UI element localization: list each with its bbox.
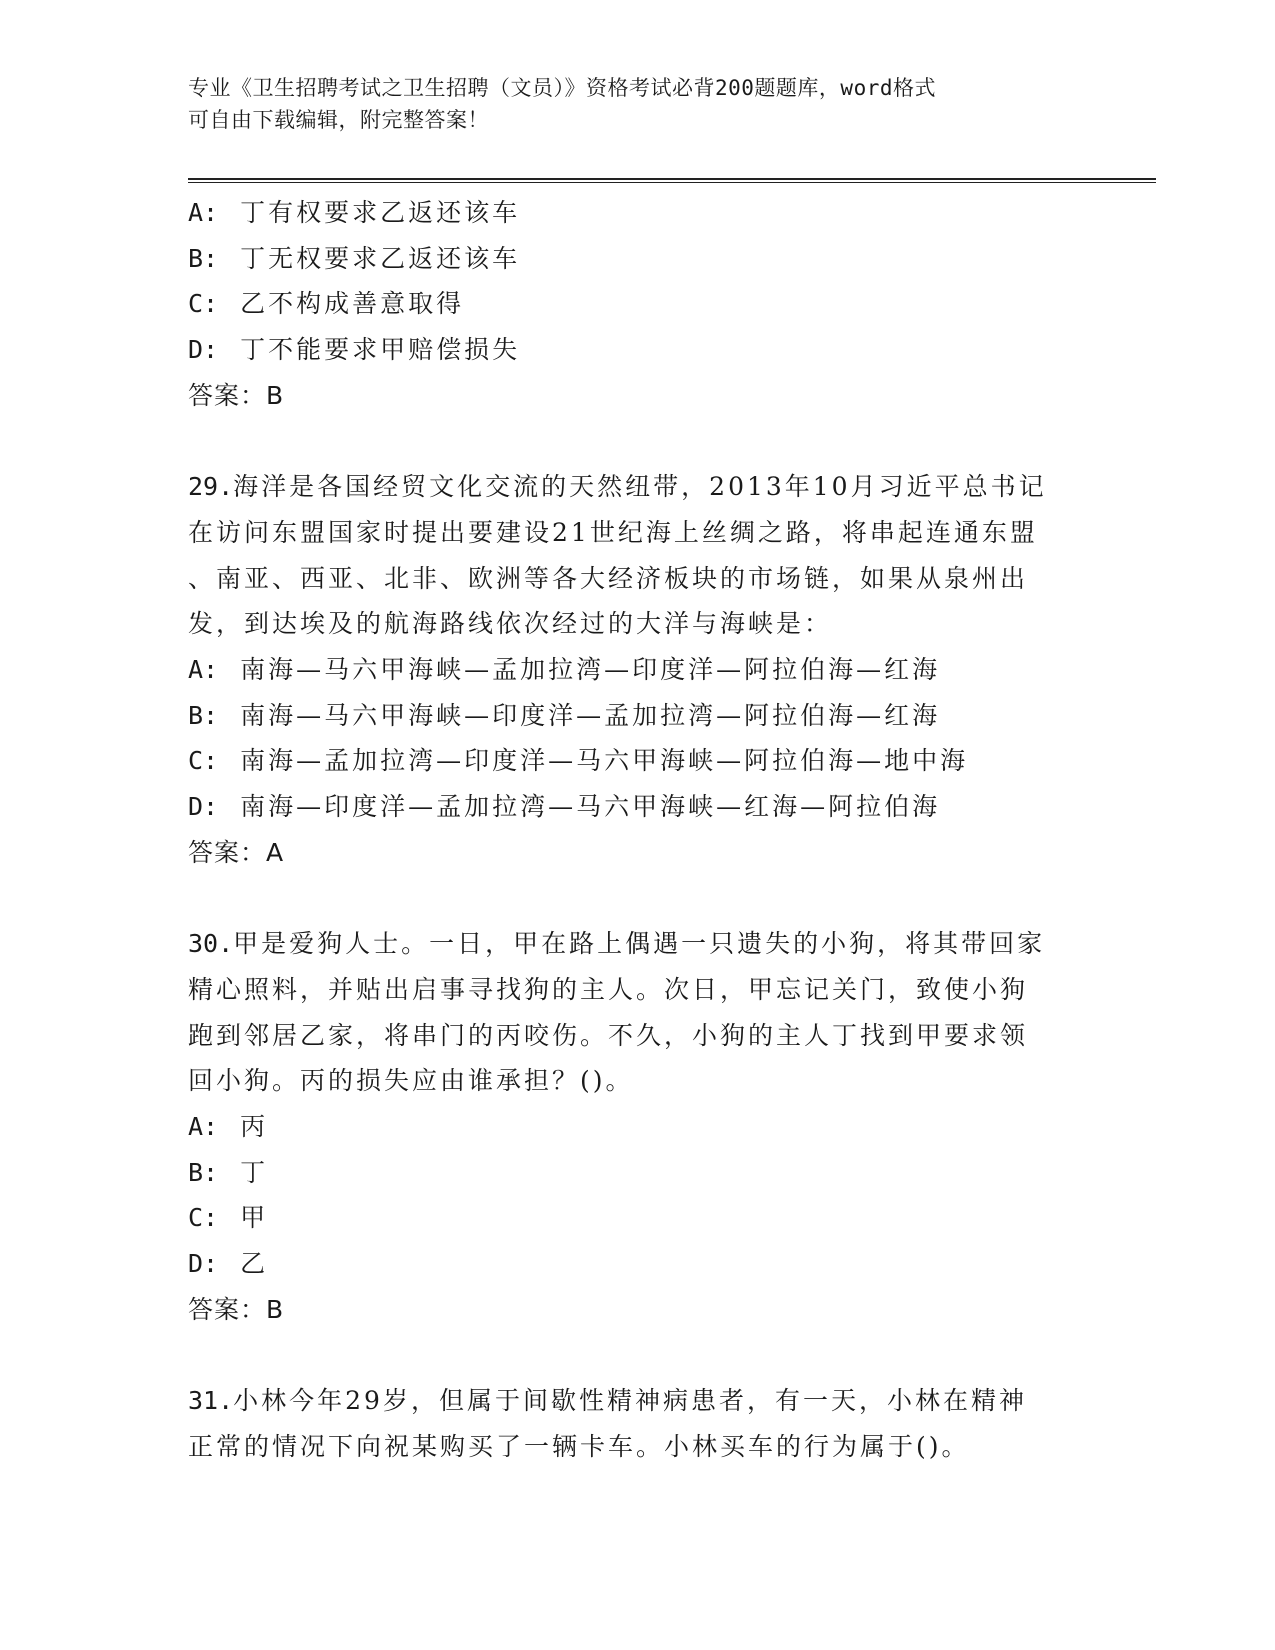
question-28 bbox=[188, 190, 1088, 419]
option-b: B: 南海—马六甲海峡—印度洋—孟加拉湾—阿拉伯海—红海 bbox=[188, 700, 941, 730]
option-b: B: 丁 bbox=[188, 1157, 269, 1187]
question-text-line: 、南亚、西亚、北非、欧洲等各大经济板块的市场链，如果从泉州出 bbox=[188, 563, 1029, 593]
option-d: D: 乙 bbox=[188, 1249, 269, 1279]
question-text-line: 30.甲是爱狗人士。一日，甲在路上偶遇一只遗失的小狗，将其带回家 bbox=[188, 929, 1046, 959]
header-title-line-1: 专业《卫生招聘考试之卫生招聘（文员）》资格考试必背200题题库，word格式 bbox=[188, 76, 936, 100]
question-text-line: 正常的情况下向祝某购买了一辆卡车。小林买车的行为属于()。 bbox=[188, 1431, 970, 1461]
question-text-line: 在访问东盟国家时提出要建设21世纪海上丝绸之路，将串起连通东盟 bbox=[188, 517, 1038, 547]
option-a: A: 丙 bbox=[188, 1112, 269, 1142]
answer: 答案：A bbox=[188, 837, 285, 867]
answer: 答案：B bbox=[188, 1294, 285, 1324]
option-b: B: 丁无权要求乙返还该车 bbox=[188, 243, 521, 273]
option-c: C: 甲 bbox=[188, 1203, 269, 1233]
document-header bbox=[188, 72, 1088, 136]
question-29 bbox=[188, 464, 1088, 875]
question-30 bbox=[188, 921, 1088, 1332]
question-number: 29. bbox=[188, 472, 234, 502]
header-divider bbox=[188, 178, 1156, 183]
question-text-line: 回小狗。丙的损失应由谁承担？()。 bbox=[188, 1066, 634, 1096]
question-text-line: 发，到达埃及的航海路线依次经过的大洋与海峡是： bbox=[188, 609, 833, 639]
option-a: A: 丁有权要求乙返还该车 bbox=[188, 198, 521, 227]
option-d: D: 南海—印度洋—孟加拉湾—马六甲海峡—红海—阿拉伯海 bbox=[188, 792, 941, 822]
document-body bbox=[188, 190, 1088, 1515]
question-number: 31. bbox=[188, 1386, 234, 1416]
question-31 bbox=[188, 1378, 1088, 1469]
question-text-line: 跑到邻居乙家，将串门的丙咬伤。不久，小狗的主人丁找到甲要求领 bbox=[188, 1020, 1029, 1050]
question-number: 30. bbox=[188, 929, 234, 959]
option-c: C: 乙不构成善意取得 bbox=[188, 289, 465, 319]
answer: 答案：B bbox=[188, 380, 285, 410]
question-text-line: 29.海洋是各国经贸文化交流的天然纽带，2013年10月习近平总书记 bbox=[188, 472, 1047, 502]
option-c: C: 南海—孟加拉湾—印度洋—马六甲海峡—阿拉伯海—地中海 bbox=[188, 746, 969, 776]
option-a: A: 南海—马六甲海峡—孟加拉湾—印度洋—阿拉伯海—红海 bbox=[188, 655, 941, 685]
question-text-line: 精心照料，并贴出启事寻找狗的主人。次日，甲忘记关门，致使小狗 bbox=[188, 974, 1029, 1004]
option-d: D: 丁不能要求甲赔偿损失 bbox=[188, 335, 521, 365]
question-text-line: 31.小林今年29岁，但属于间歇性精神病患者，有一天，小林在精神 bbox=[188, 1386, 1027, 1416]
header-title-line-2: 可自由下载编辑，附完整答案！ bbox=[188, 108, 489, 132]
